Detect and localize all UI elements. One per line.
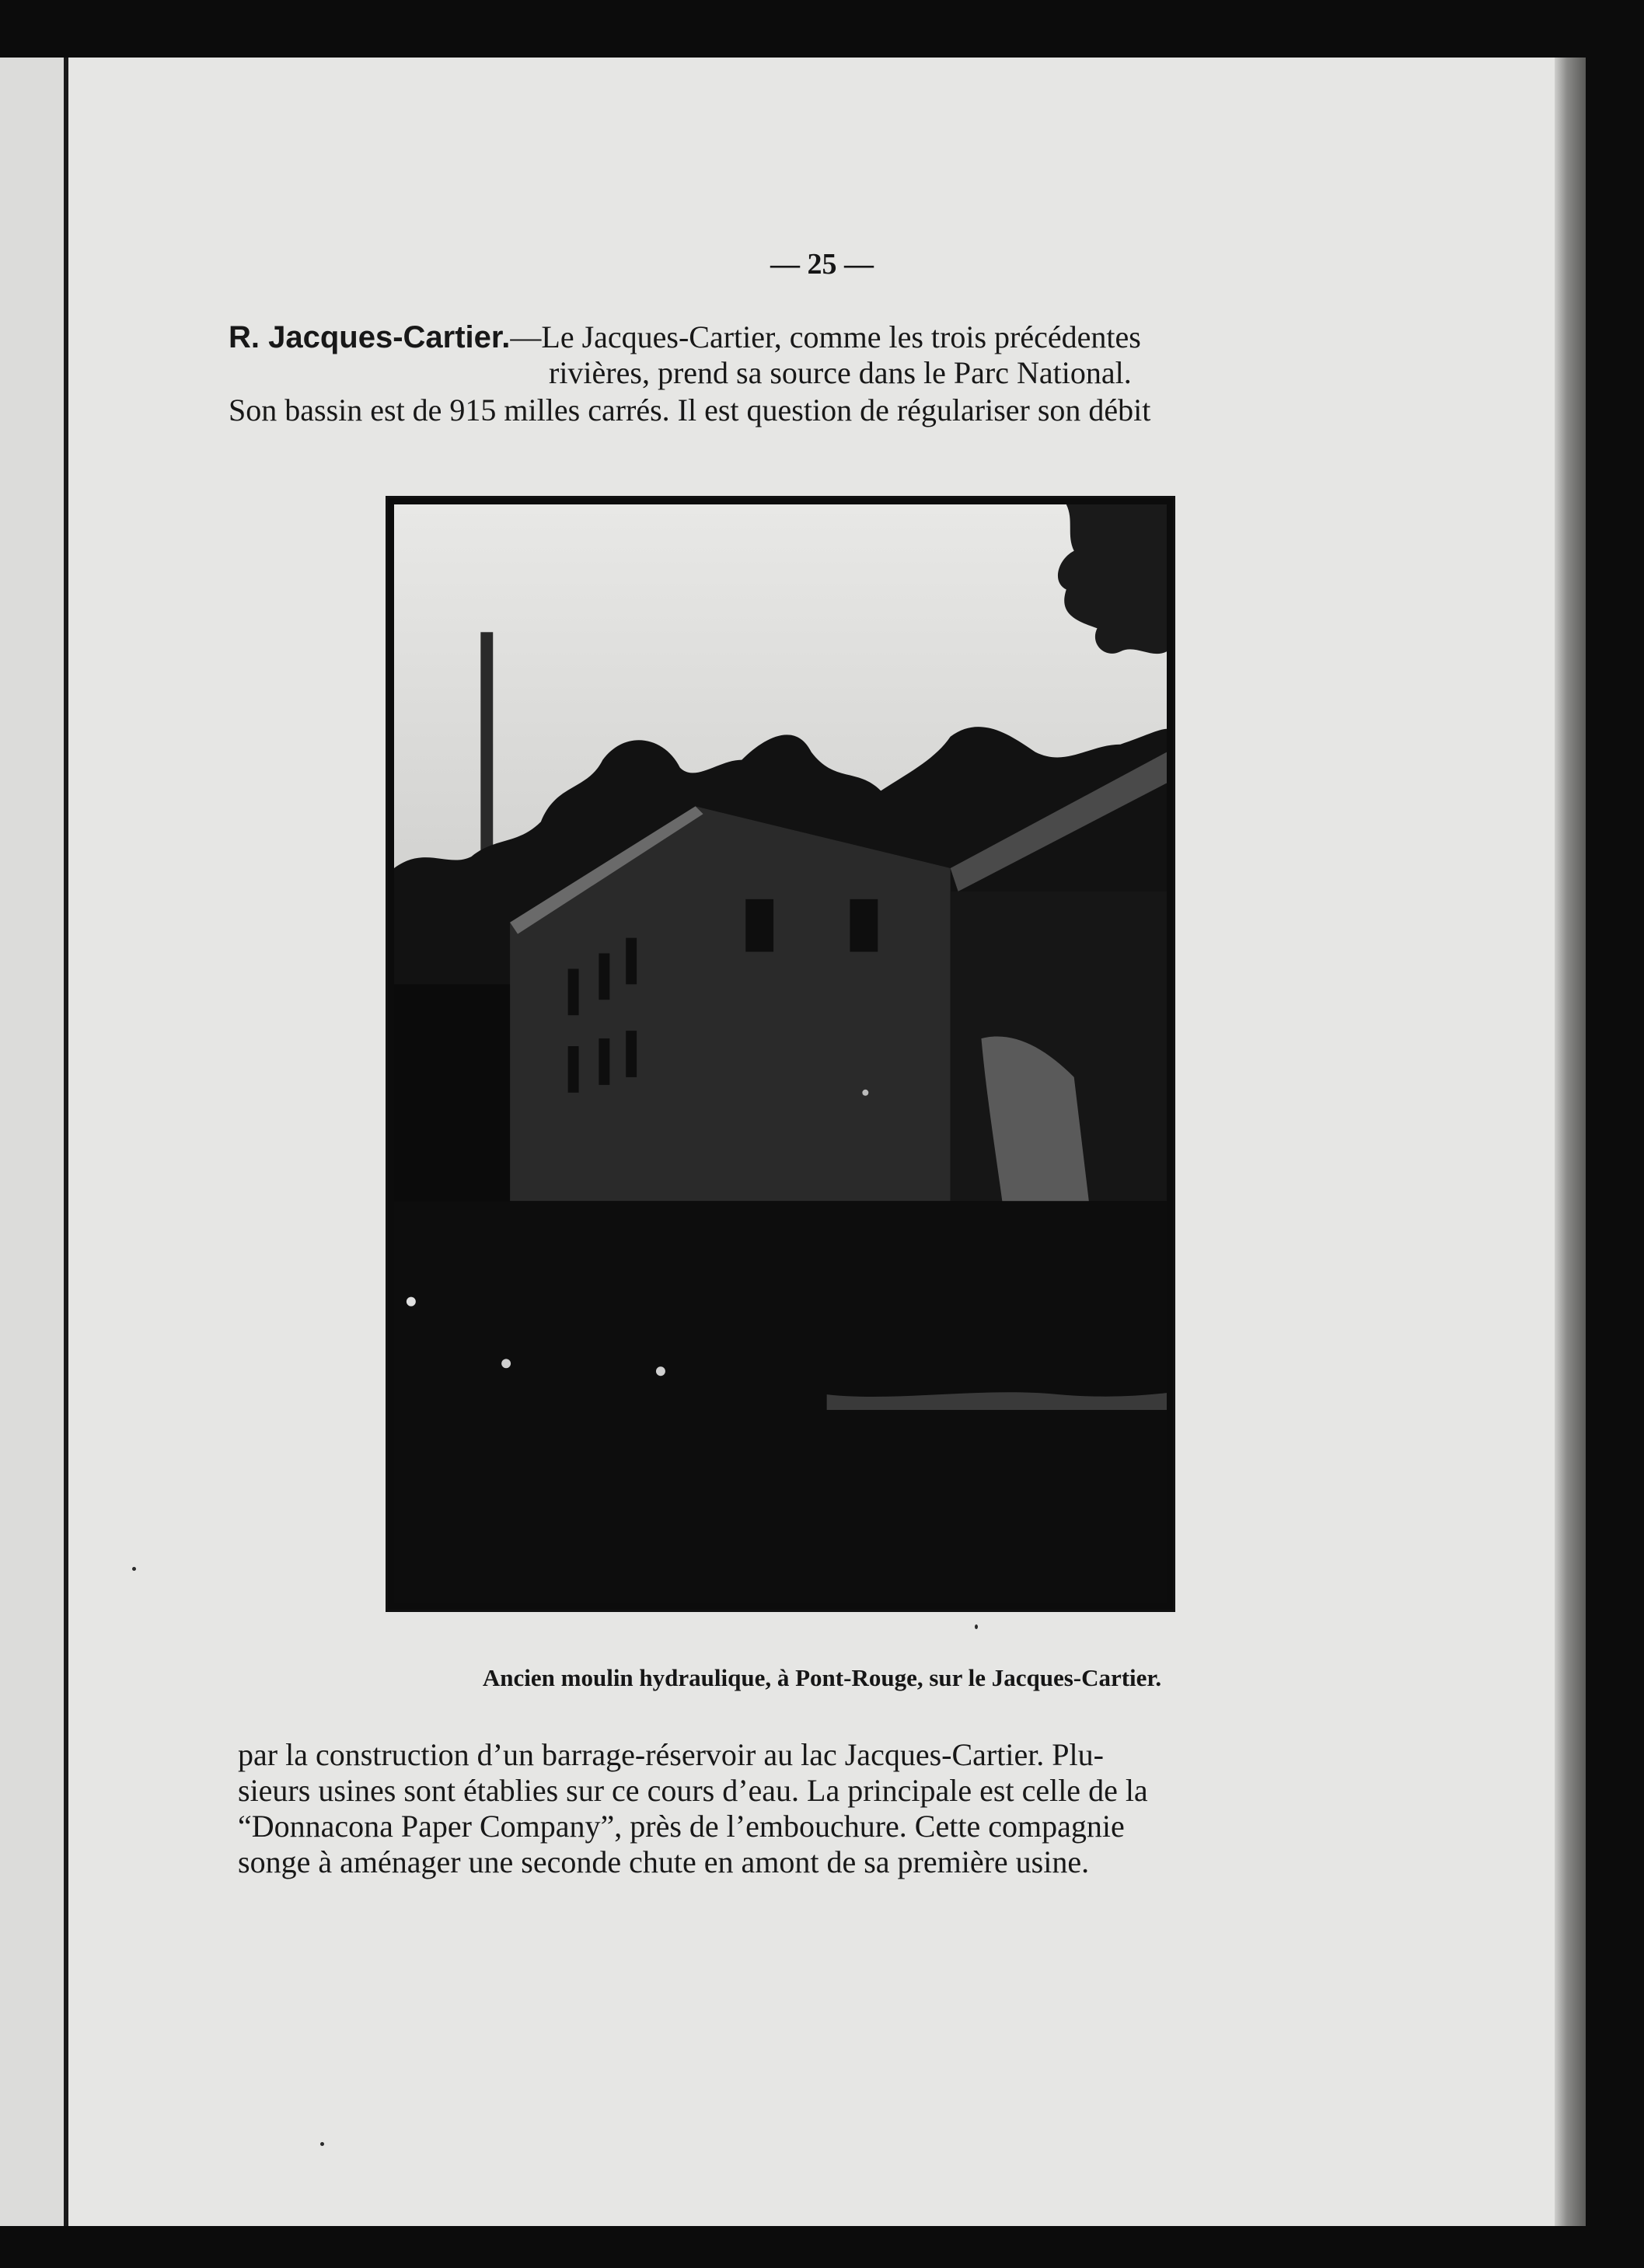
body-line-3: “Donnacona Paper Company”, près de l’embouchure. Cette compagnie: [238, 1809, 1125, 1844]
body-line-2: sieurs usines sont établies sur ce cours d’eau. La principale est celle de la: [238, 1773, 1148, 1808]
intro-line-3: Son bassin est de 915 milles carrés. Il est question de régulariser son débit: [229, 393, 1151, 427]
section-heading: R. Jacques-Cartier.: [229, 320, 511, 354]
intro-line-1: [229, 319, 1141, 354]
mill-photograph: [386, 496, 1175, 1612]
photo-image: [394, 504, 1167, 1603]
photo-illustration: [394, 504, 1167, 1603]
body-line-4: songe à aménager une seconde chute en amont de sa première usine.: [238, 1844, 1090, 1879]
page-number: — 25 —: [770, 248, 874, 281]
page-left-margin: [0, 58, 64, 2226]
figure-caption: Ancien moulin hydraulique, à Pont-Rouge, sur le Jacques-Cartier.: [482, 1664, 1162, 1691]
intro-line-2: rivières, prend sa source dans le Parc National.: [549, 355, 1132, 390]
scan-speck: [132, 1567, 136, 1571]
scan-speck: [320, 2142, 324, 2146]
page-right-edge: [1555, 58, 1586, 2226]
intro-line-1-text: —Le Jacques-Cartier, comme les trois précédentes: [510, 319, 1141, 354]
scan-speck: [975, 1624, 978, 1629]
body-line-1: par la construction d’un barrage-réservoir au lac Jacques-Cartier. Plu-: [238, 1737, 1104, 1772]
